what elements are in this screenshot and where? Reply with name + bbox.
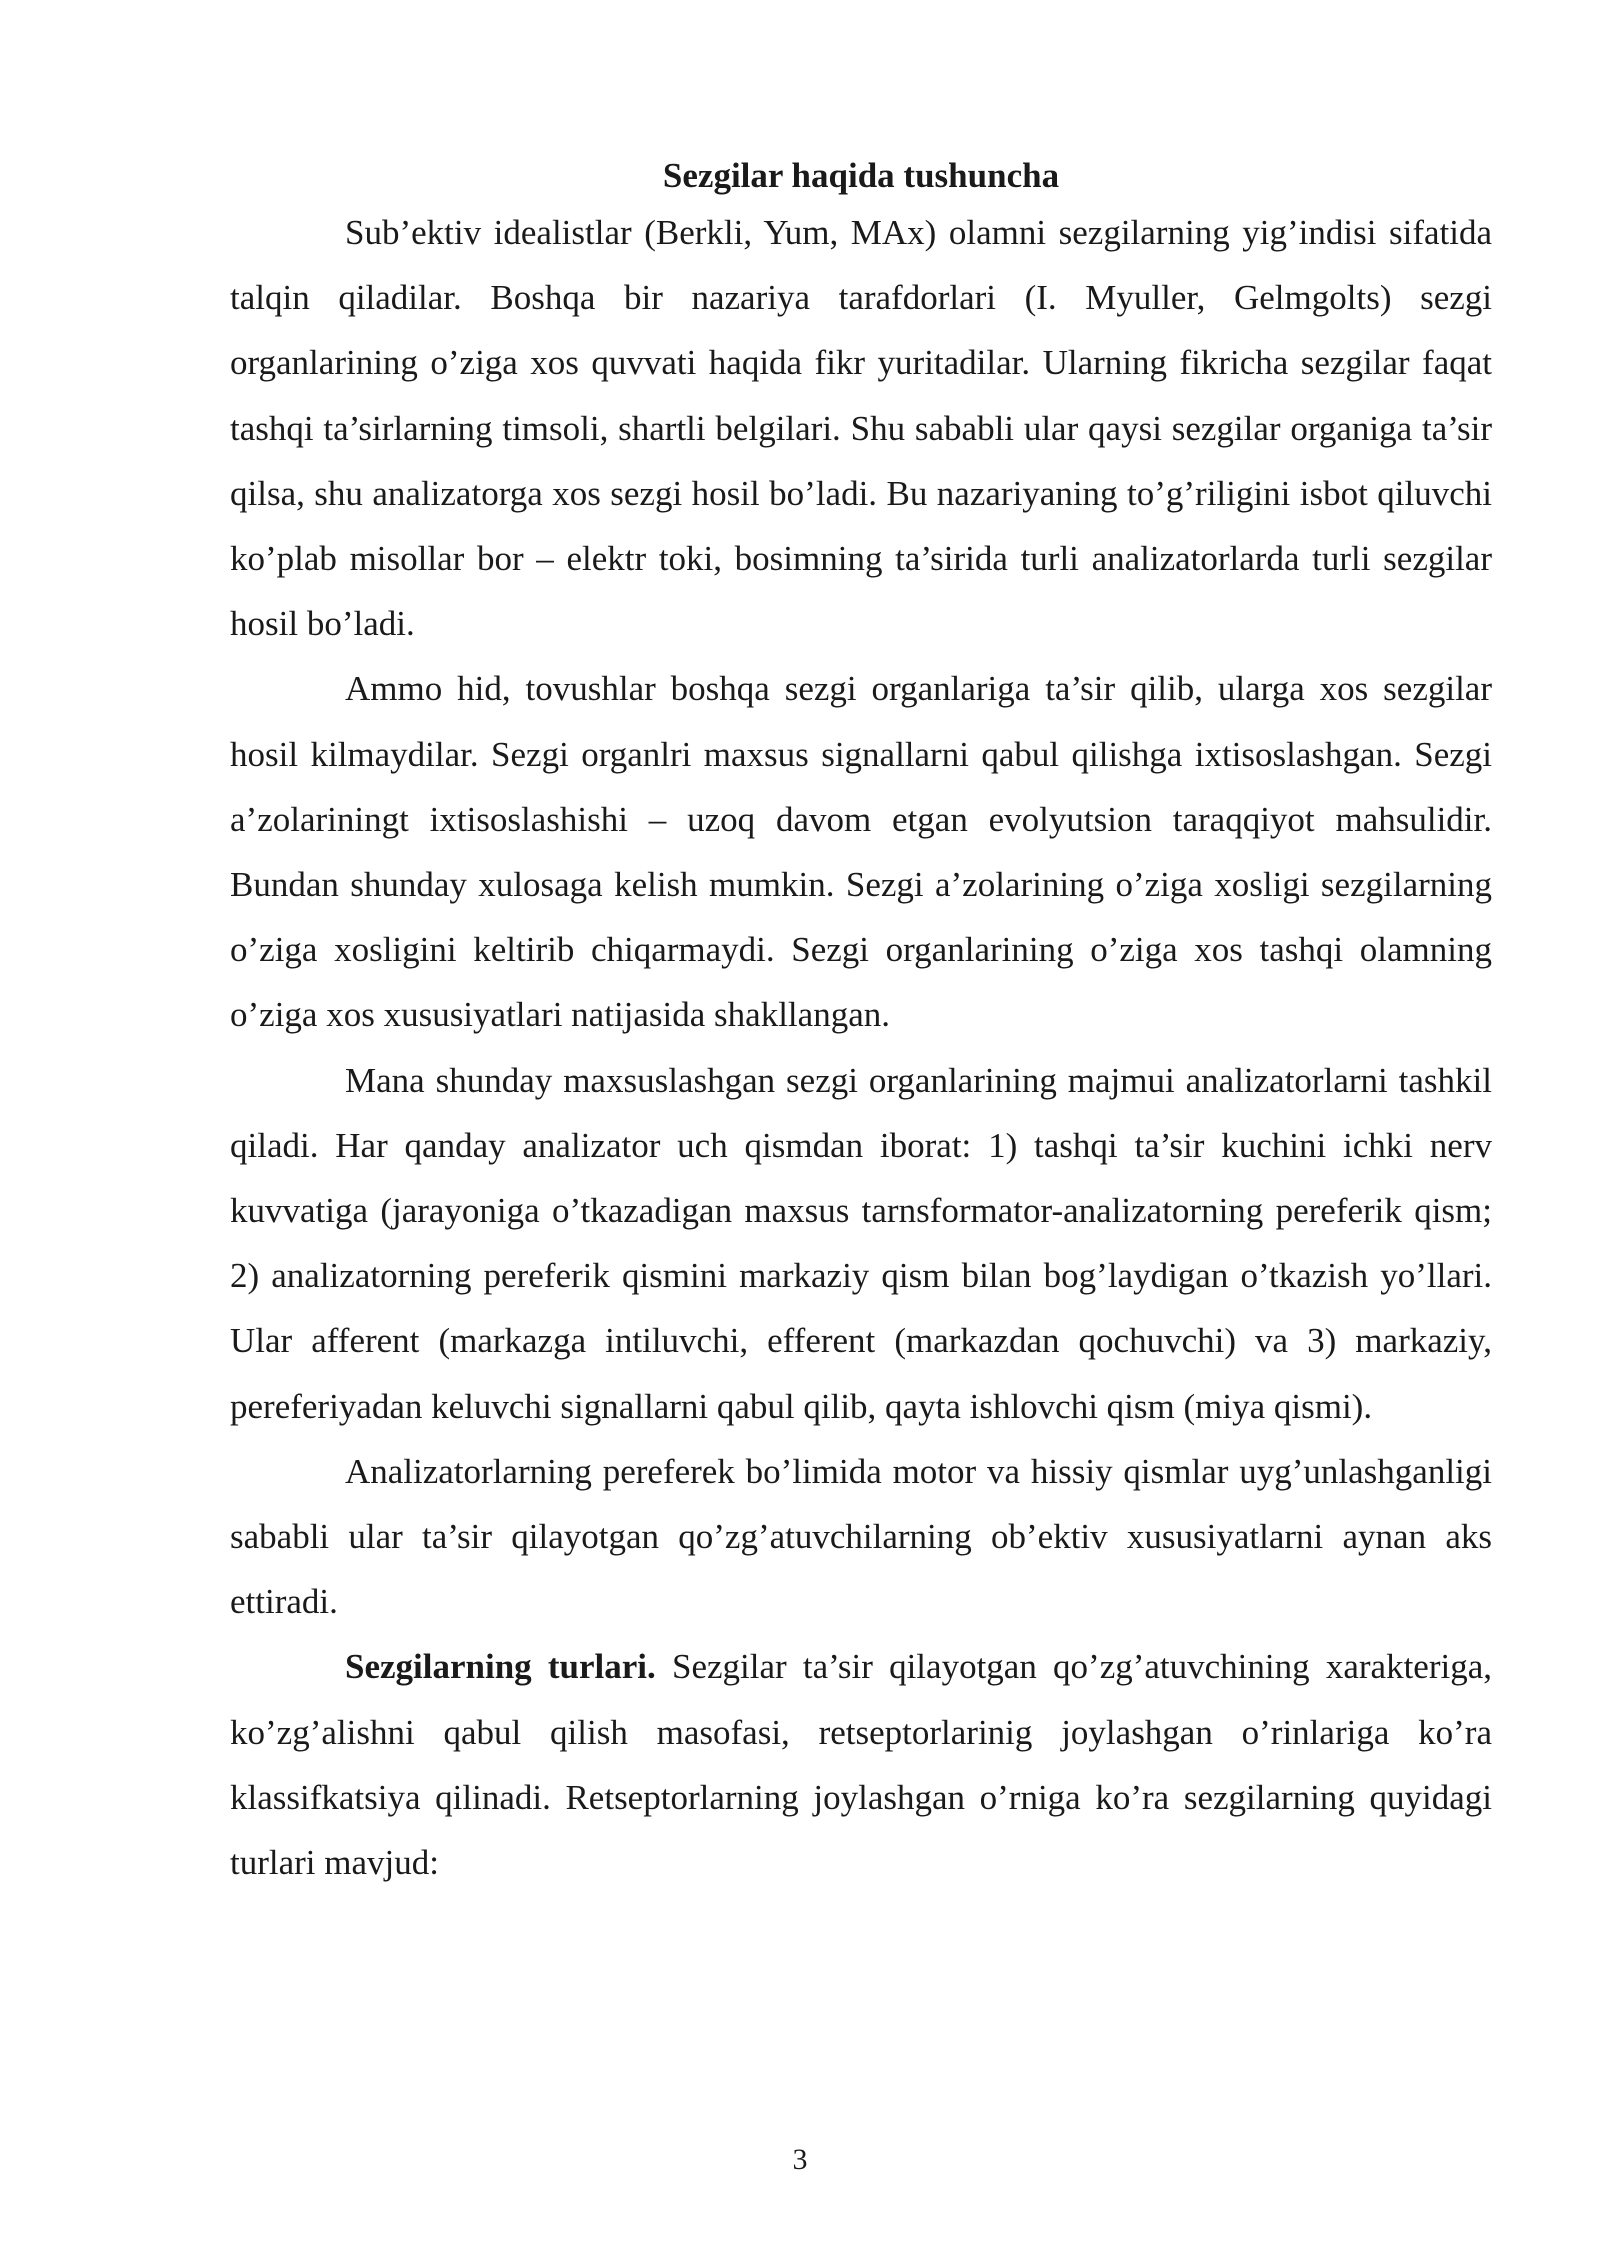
paragraph-5-text: Sezgilar ta’sir qilayotgan qo’zg’atuvchining xarakteriga, ko’zg’alishni qabul qilish masofasi, retseptorlarinig joylashgan o’rinlariga ko’ra klassifkatsiya qilinadi. Retseptorlarning joylashgan o’rniga ko’ra sezgilarning quyidagi turlari mavjud: [230, 1647, 1492, 1883]
paragraph-3: Mana shunday maxsuslashgan sezgi organlarining majmui analizatorlarni tashkil qiladi. Har qanday analizator uch qismdan iborat: 1) tashqi ta’sir kuchini ichki nerv kuvvatiga (jarayoniga o’tkazadigan maxsus tarnsformator-analizatorning pereferik qism; 2) analizatorning pereferik qismini markaziy qism bilan bog’laydigan o’tkazish yo’llari. Ular afferent (markazga intiluvchi, efferent (markazdan qochuvchi) va 3) markaziy, pereferiyadan keluvchi signallarni qabul qilib, qayta ishlovchi qism (miya qismi). [230, 1060, 1492, 1426]
section-heading: Sezgilarning turlari. [345, 1647, 656, 1687]
page-title: Sezgilar haqida tushuncha [662, 156, 1060, 195]
paragraph-1: Sub’ektiv idealistlar (Berkli, Yum, MAx) olamni sezgilarning yig’indisi sifatida talqin qiladilar. Boshqa bir nazariya tarafdorlari (I. Myuller, Gelmgolts) sezgi organlarining o’ziga xos quvvati haqida fikr yuritadilar. Ularning fikricha sezgilar faqat tashqi ta’sirlarning timsoli, shartli belgilari. Shu sababli ular qaysi sezgilar organiga ta’sir qilsa, shu analizatorga xos sezgi hosil bo’ladi. Bu nazariyaning to’g’riligini isbot qiluvchi ko’plab misollar bor – elektr toki, bosimning ta’sirida turli analizatorlarda turli sezgilar hosil bo’ladi. [230, 213, 1492, 644]
paragraph-2: Ammo hid, tovushlar boshqa sezgi organlariga ta’sir qilib, ularga xos sezgilar hosil kilmaydilar. Sezgi organlri maxsus signallarni qabul qilishga ixtisoslashgan. Sezgi a’zolariningt ixtisoslashishi – uzoq davom etgan evolyutsion taraqqiyot mahsulidir. Bundan shunday xulosaga kelish mumkin. Sezgi a’zolarining o’ziga xosligi sezgilarning o’ziga xosligini keltirib chiqarmaydi. Sezgi organlarining o’ziga xos tashqi olamning o’ziga xos xususiyatlari natijasida shakllangan. [230, 669, 1492, 1035]
paragraph-5 [230, 1634, 1492, 1895]
page-number: 3 [792, 2143, 808, 2176]
page-body [230, 152, 1492, 1895]
paragraph-4: Analizatorlarning pereferek bo’limida motor va hissiy qismlar uyg’unlashganligi sababli ular ta’sir qilayotgan qo’zg’atuvchilarning ob’ektiv xususiyatlarni aynan aks ettiradi. [230, 1451, 1492, 1622]
